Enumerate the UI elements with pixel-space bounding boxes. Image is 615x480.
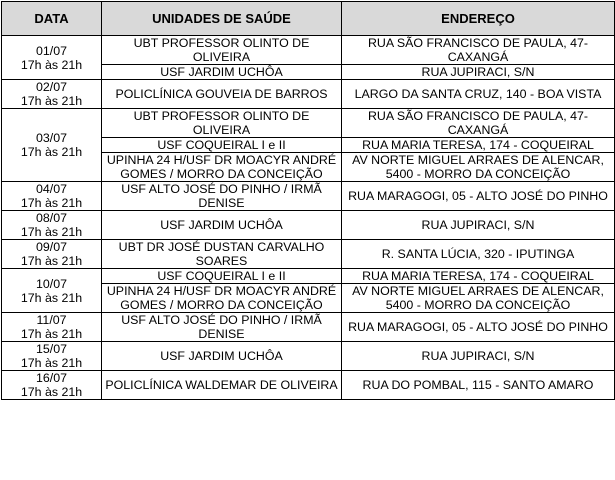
- unit-cell: USF JARDIM UCHÔA: [102, 65, 342, 80]
- schedule-table: [1, 1, 615, 400]
- time-label: 17h às 21h: [20, 225, 83, 239]
- date-cell: [2, 36, 102, 80]
- date-label: 04/07: [35, 182, 67, 196]
- date-label: 08/07: [35, 211, 67, 225]
- unit-cell: USF COQUEIRAL I e II: [102, 269, 342, 284]
- date-cell: [2, 211, 102, 240]
- unit-cell: POLICLÍNICA WALDEMAR DE OLIVEIRA: [102, 371, 342, 400]
- table-row: [2, 371, 615, 400]
- address-cell: RUA SÃO FRANCISCO DE PAULA, 47- CAXANGÁ: [342, 109, 615, 138]
- unit-cell: UBT PROFESSOR OLINTO DE OLIVEIRA: [102, 36, 342, 65]
- unit-cell: POLICLÍNICA GOUVEIA DE BARROS: [102, 80, 342, 109]
- address-cell: RUA MARIA TERESA, 174 - COQUEIRAL: [342, 269, 615, 284]
- unit-cell: UBT DR JOSÉ DUSTAN CARVALHO SOARES: [102, 240, 342, 269]
- time-label: 17h às 21h: [20, 290, 83, 305]
- header-endereco: ENDEREÇO: [342, 2, 615, 36]
- address-cell: RUA JUPIRACI, S/N: [342, 65, 615, 80]
- date-cell: [2, 240, 102, 269]
- address-cell: RUA MARIA TERESA, 174 - COQUEIRAL: [342, 138, 615, 153]
- header-data: DATA: [2, 2, 102, 36]
- header-row: [2, 2, 615, 36]
- time-label: 17h às 21h: [20, 196, 83, 210]
- schedule-body: [2, 36, 615, 400]
- time-label: 17h às 21h: [20, 145, 83, 159]
- unit-cell: UBT PROFESSOR OLINTO DE OLIVEIRA: [102, 109, 342, 138]
- address-cell: RUA MARAGOGI, 05 - ALTO JOSÉ DO PINHO: [342, 182, 615, 211]
- date-label: 01/07: [35, 43, 67, 58]
- header-unidades: UNIDADES DE SAÚDE: [102, 2, 342, 36]
- address-cell: AV NORTE MIGUEL ARRAES DE ALENCAR, 5400 - MORRO DA CONCEIÇÃO: [342, 153, 615, 182]
- address-cell: RUA SÃO FRANCISCO DE PAULA, 47- CAXANGÁ: [342, 36, 615, 65]
- address-cell: RUA DO POMBAL, 115 - SANTO AMARO: [342, 371, 615, 400]
- address-cell: AV NORTE MIGUEL ARRAES DE ALENCAR, 5400 - MORRO DA CONCEIÇÃO: [342, 284, 615, 313]
- address-cell: RUA MARAGOGI, 05 - ALTO JOSÉ DO PINHO: [342, 313, 615, 342]
- time-label: 17h às 21h: [20, 254, 83, 268]
- date-cell: [2, 313, 102, 342]
- table-row: [2, 80, 615, 109]
- time-label: 17h às 21h: [20, 385, 83, 399]
- unit-cell: UPINHA 24 H/USF DR MOACYR ANDRÉ GOMES / MORRO DA CONCEIÇÃO: [102, 153, 342, 182]
- table-row: [2, 109, 615, 138]
- table-row: [2, 240, 615, 269]
- date-cell: [2, 269, 102, 313]
- date-cell: [2, 342, 102, 371]
- date-cell: [2, 371, 102, 400]
- time-label: 17h às 21h: [20, 57, 83, 72]
- time-label: 17h às 21h: [20, 94, 83, 108]
- unit-cell: USF ALTO JOSÉ DO PINHO / IRMÃ DENISE: [102, 313, 342, 342]
- date-cell: [2, 182, 102, 211]
- time-label: 17h às 21h: [20, 327, 83, 341]
- date-label: 02/07: [35, 80, 67, 94]
- date-label: 15/07: [35, 342, 67, 356]
- date-label: 03/07: [35, 131, 67, 145]
- date-cell: [2, 109, 102, 182]
- table-row: [2, 36, 615, 65]
- address-cell: R. SANTA LÚCIA, 320 - IPUTINGA: [342, 240, 615, 269]
- table-row: [2, 269, 615, 284]
- unit-cell: USF ALTO JOSÉ DO PINHO / IRMÃ DENISE: [102, 182, 342, 211]
- date-cell: [2, 80, 102, 109]
- table-row: [2, 182, 615, 211]
- unit-cell: USF JARDIM UCHÔA: [102, 211, 342, 240]
- date-label: 16/07: [35, 371, 67, 385]
- address-cell: RUA JUPIRACI, S/N: [342, 211, 615, 240]
- unit-cell: USF JARDIM UCHÔA: [102, 342, 342, 371]
- table-row: [2, 342, 615, 371]
- date-label: 09/07: [35, 240, 67, 254]
- table-row: [2, 211, 615, 240]
- table-row: [2, 313, 615, 342]
- unit-cell: USF COQUEIRAL I e II: [102, 138, 342, 153]
- address-cell: LARGO DA SANTA CRUZ, 140 - BOA VISTA: [342, 80, 615, 109]
- address-cell: RUA JUPIRACI, S/N: [342, 342, 615, 371]
- unit-cell: UPINHA 24 H/USF DR MOACYR ANDRÉ GOMES / MORRO DA CONCEIÇÃO: [102, 284, 342, 313]
- time-label: 17h às 21h: [20, 356, 83, 370]
- date-label: 10/07: [35, 276, 67, 291]
- date-label: 11/07: [36, 313, 67, 327]
